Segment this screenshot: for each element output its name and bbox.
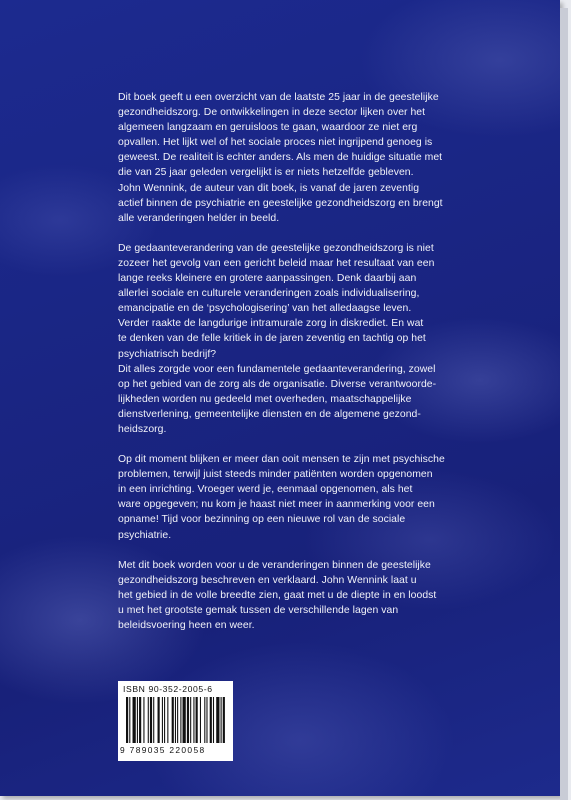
text-line: lange reeks kleinere en grotere aanpassingen. Denk daarbij aan xyxy=(118,273,417,285)
page-edge xyxy=(560,8,568,800)
text-line: heidszorg. xyxy=(118,423,167,435)
text-line: Dit boek geeft u een overzicht van de laatste 25 jaar in de geestelijke xyxy=(118,92,439,103)
blurb-paragraph-1 xyxy=(118,90,466,226)
text-line: die van 25 jaar geleden vergelijkt is er niets hetzelfde gebleven. xyxy=(118,167,414,179)
text-line: gezondheidszorg. De ontwikkelingen in deze sector lijken over het xyxy=(118,107,426,119)
text-line: dienstverlening, gemeentelijke diensten en de algemene gezond- xyxy=(118,408,421,420)
text-line: actief binnen de psychiatrie en geestelijke gezondheidszorg en brengt xyxy=(118,197,443,209)
text-line: geweest. De realiteit is echter anders. Als men de huidige situatie met xyxy=(118,152,443,164)
text-line: opvallen. Het lijkt wel of het sociale proces niet ingrijpend genoeg is xyxy=(118,137,433,149)
text-line: Met dit boek worden voor u de veranderingen binnen de geestelijke xyxy=(118,559,431,571)
text-line: Op dit moment blijken er meer dan ooit mensen te zijn met psychische xyxy=(118,454,445,466)
text-line: beleidsvoering heen en weer. xyxy=(118,620,255,631)
text-line: psychiatrisch bedrijf? xyxy=(118,348,217,360)
text-line: lijkheden worden nu gedeeld met overheden, maatschappelijke xyxy=(118,393,412,405)
text-line: gezondheidszorg beschreven en verklaard. John Wennink laat u xyxy=(118,574,417,586)
text-line: De gedaanteverandering van de geestelijke gezondheidszorg is niet xyxy=(118,242,434,254)
barcode-icon xyxy=(126,697,226,749)
text-line: John Wennink, de auteur van dit boek, is vanaf de jaren zeventig xyxy=(118,182,420,194)
blurb-paragraph-2 xyxy=(118,241,466,437)
blurb-paragraph-3 xyxy=(118,452,466,543)
text-line: problemen, terwijl juist steeds minder patiënten worden opgenomen xyxy=(118,469,433,481)
text-line: psychiatrie. xyxy=(118,529,172,541)
text-line: allerlei sociale en culturele veranderingen zoals individualisering, xyxy=(118,288,420,300)
text-line: op het gebied van de zorg als de organisatie. Diverse verantwoorde- xyxy=(118,378,437,390)
text-line: emancipatie en de ‘psychologisering’ van het alledaagse leven. xyxy=(118,303,412,315)
text-line: ware opgegeven; nu kom je haast niet meer in aanmerking voor een xyxy=(118,499,435,511)
isbn-number: ISBN 90-352-2005-6 xyxy=(123,684,213,694)
ean-digits: 9 789035 220058 xyxy=(120,745,206,755)
text-line: te denken van de felle kritiek in de jaren zeventig en tachtig op het xyxy=(118,333,426,345)
text-line: algemeen langzaam en geruisloos te gaan, waardoor ze niet erg xyxy=(118,122,418,134)
text-line: opname! Tijd voor bezinning op een nieuwe rol van de sociale xyxy=(118,514,406,526)
text-line: Verder raakte de langdurige intramurale zorg in diskrediet. En wat xyxy=(118,318,424,330)
blurb-paragraph-4 xyxy=(118,558,466,633)
text-line: het gebied in de volle breedte zien, gaat met u de diepte in en loodst xyxy=(118,589,437,601)
text-line: Dit alles zorgde voor een fundamentele gedaanteverandering, zowel xyxy=(118,363,436,375)
text-line: zozeer het gevolg van een gericht beleid maar het resultaat van een xyxy=(118,257,435,269)
text-line: alle veranderingen helder in beeld. xyxy=(118,212,280,224)
text-line: u met het grootste gemak tussen de verschillende lagen van xyxy=(118,604,399,616)
barcode-label xyxy=(118,681,233,761)
blurb-text xyxy=(118,90,466,648)
text-line: in een inrichting. Vroeger werd je, eenmaal opgenomen, als het xyxy=(118,484,413,496)
